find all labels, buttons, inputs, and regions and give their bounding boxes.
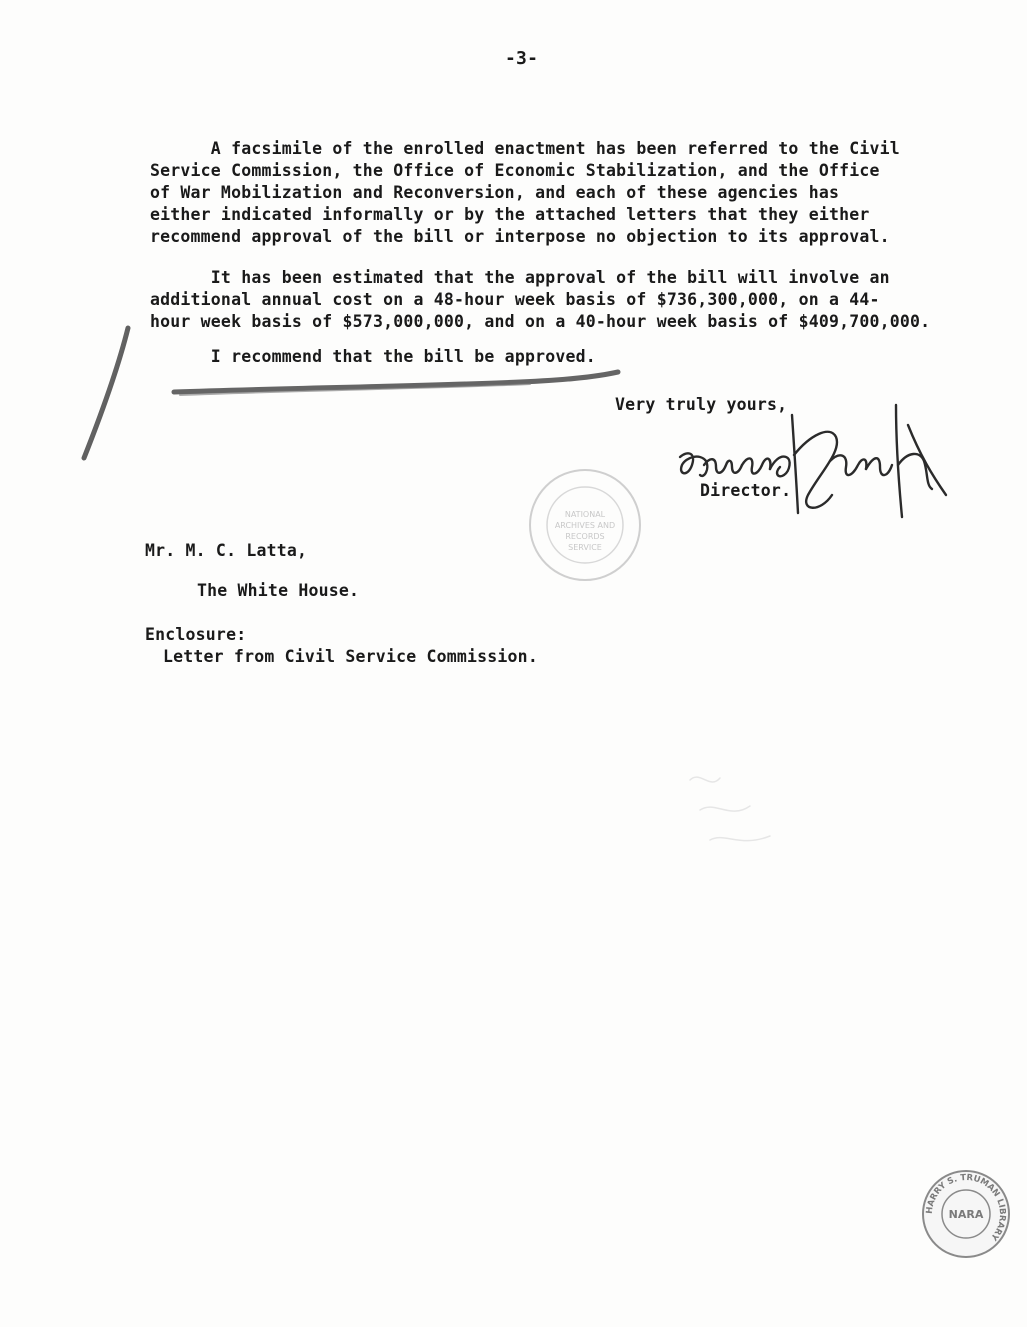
svg-text:RECORDS: RECORDS: [565, 532, 605, 541]
signature-title: Director.: [700, 481, 792, 500]
enclosure-item: Letter from Civil Service Commission.: [163, 647, 538, 666]
enclosure-label: Enclosure:: [145, 625, 247, 644]
archive-stamp: [525, 465, 645, 585]
page-number: -3-: [505, 48, 539, 69]
handwritten-signature: [670, 395, 955, 525]
pencil-margin-mark: [70, 320, 150, 470]
paragraph-2-line-2: additional annual cost on a 48-hour week basis of $736,300,000, on a 44-: [150, 290, 880, 309]
faint-bleed-marks: [680, 760, 790, 860]
paragraph-1-line-1: A facsimile of the enrolled enactment has been referred to the Civil: [150, 139, 900, 158]
paragraph-1-line-5: recommend approval of the bill or interpose no objection to its approval.: [150, 227, 890, 246]
svg-text:NATIONAL: NATIONAL: [564, 510, 606, 519]
addressee-location: The White House.: [197, 581, 360, 600]
paragraph-3-line-1: I recommend that the bill be approved.: [150, 347, 596, 366]
svg-text:ARCHIVES AND: ARCHIVES AND: [554, 521, 616, 530]
paragraph-1-line-2: Service Commission, the Office of Economic Stabilization, and the Office: [150, 161, 880, 180]
pencil-underline-mark: [170, 366, 630, 400]
addressee-name: Mr. M. C. Latta,: [145, 541, 308, 560]
svg-text:HARRY S. TRUMAN LIBRARY: HARRY S. TRUMAN LIBRARY: [924, 1172, 1008, 1243]
svg-text:NARA: NARA: [948, 1208, 984, 1221]
closing-salutation: Very truly yours,: [615, 395, 788, 414]
svg-text:SERVICE: SERVICE: [568, 543, 602, 552]
paragraph-2-line-1: It has been estimated that the approval of the bill will involve an: [150, 268, 890, 287]
paragraph-2-line-3: hour week basis of $573,000,000, and on a 40-hour week basis of $409,700,000.: [150, 312, 931, 331]
nara-stamp: [920, 1168, 1012, 1260]
paragraph-1-line-3: of War Mobilization and Reconversion, and each of these agencies has: [150, 183, 840, 202]
paragraph-1-line-4: either indicated informally or by the attached letters that they either: [150, 205, 870, 224]
